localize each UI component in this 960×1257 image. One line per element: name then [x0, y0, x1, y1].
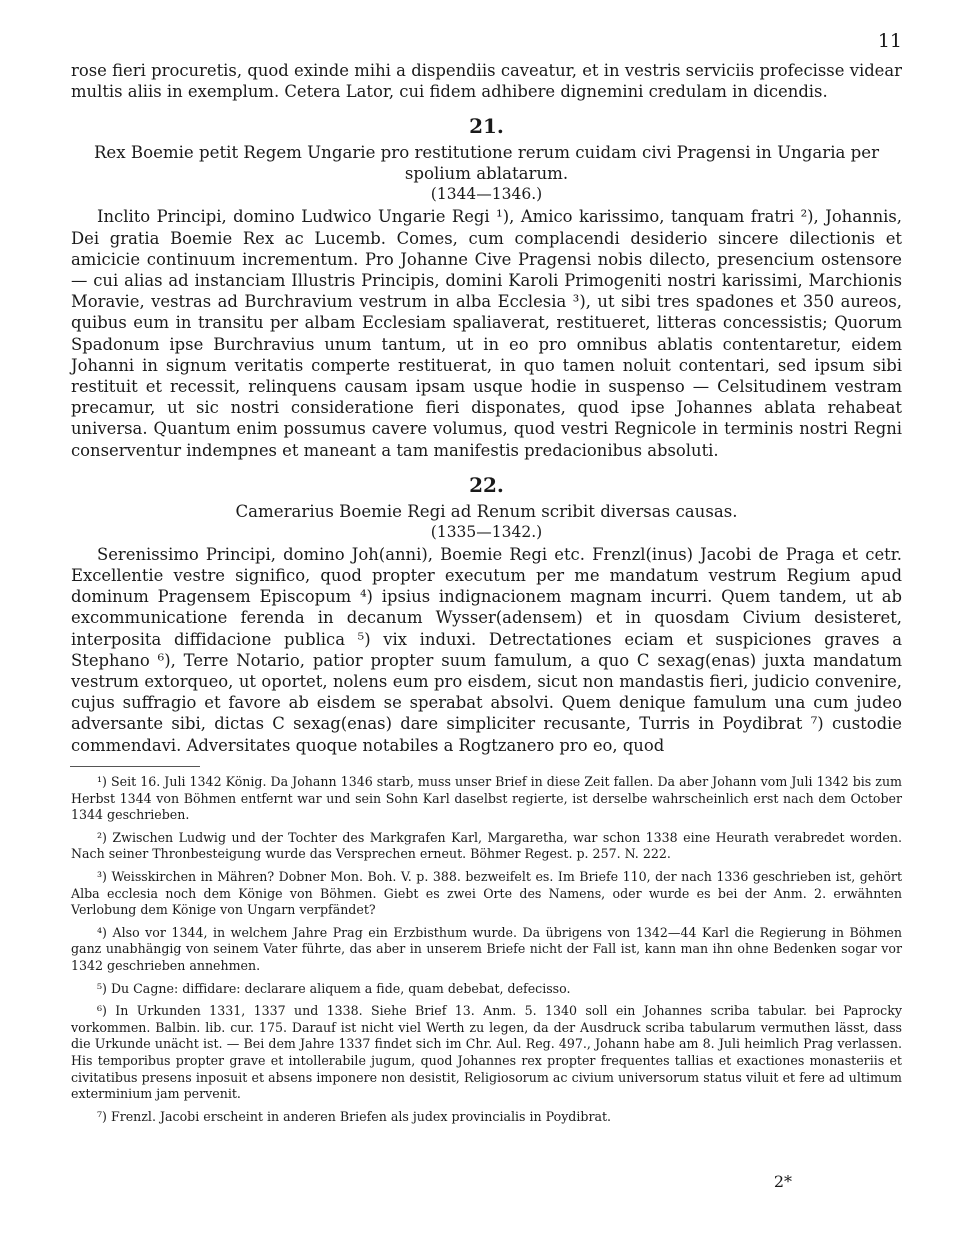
letter-text-22: Serenissimo Principi, domino Joh(anni), Boemie Regi etc. Frenzl(inus) Jacobi de Praga et cetr. Excellentie vestre significo, quod propter executum per me mandatum vestrum Regium apud dominum Pragensem Episcopum ⁴) ipsius indignacionem magnam incurri. Quem tandem, ut ab excommunicatione ferenda in decanum Wysser(adensem) et in quosdam Civium desisteret, interposita diffidacione publica ⁵) vix induxi. Detrectationes eciam et suspiciones graves a Stephano ⁶), Terre Notario, patior propter suum famulum, a quo C sexag(enas) juxta mandatum vestrum extorqueo, ut oportet, nolens eum pro eisdem, sicut non mandastis fieri, judicio convenire, cujus suffragio et favore ab eisdem se sperabat absolvi. Quem denique famulum una cum judeo adversante sibi, dictas C sexag(enas) dare simpliciter recusante, Turris in Poydibrat ⁷) custodie commendavi. Adversitates quoque notabiles a Rogtzanero pro eo, quod [71, 544, 902, 755]
main-text [71, 60, 902, 756]
signature-mark: 2* [773, 1172, 792, 1191]
footnote-5: ⁵) Du Cagne: diffidare: declarare aliquem a fide, quam debebat, defecisso. [97, 980, 571, 996]
letter-date-22: (1335—1342.) [430, 522, 543, 541]
footnote-rule [70, 766, 200, 767]
letter-number-22: 22. [469, 472, 504, 497]
letter-rubric-21: Rex Boemie petit Regem Ungarie pro restitutione rerum cuidam civi Pragensi in Ungaria per spolium ablatarum. [93, 143, 880, 184]
footnote-1: ¹) Seit 16. Juli 1342 König. Da Johann 1346 starb, muss unser Brief in diese Zeit fallen. Da aber Johann vom Juli 1342 bis zum Herbst 1344 von Böhmen entfernt war und sein Sohn Karl daselbst regierte, ist derselbe wahrscheinlich erst nach dem October 1344 geschrieben. [71, 774, 902, 823]
footnote-2: ²) Zwischen Ludwig und der Tochter des Markgrafen Karl, Margaretha, war schon 1338 eine Heurath verabredet worden. Nach seiner Thronbesteigung wurde das Versprechen erneut. Böhmer Regest. p. 257. N. 222. [71, 829, 902, 862]
footnote-4: ⁴) Also vor 1344, in welchem Jahre Prag ein Erzbisthum wurde. Da übrigens von 1342—44 Karl die Regierung in Böhmen ganz unabhängig von seinem Vater führte, das aber in unserem Briefe nicht der Fall ist, kann man ihn ohne Bedenken sogar vor 1342 geschrieben annehmen. [71, 924, 902, 973]
page-number: 11 [877, 30, 902, 52]
letter-number-21: 21. [469, 114, 504, 139]
footnote-7: ⁷) Frenzl. Jacobi erscheint in anderen Briefen als judex provincialis in Poydibrat. [97, 1108, 612, 1124]
letter-rubric-22: Camerarius Boemie Regi ad Renum scribit diversas causas. [235, 501, 738, 521]
carry-over-paragraph: rose fieri procuretis, quod exinde mihi a dispendiis caveatur, et in vestris serviciis profecisse videar multis aliis in exemplum. Cetera Lator, cui fidem adhibere dignemini credulam in dicendis. [71, 61, 902, 102]
footnote-6: ⁶) In Urkunden 1331, 1337 und 1338. Siehe Brief 13. Anm. 5. 1340 soll ein Johannes scriba tabular. bei Paprocky vorkommen. Balbin. lib. cur. 175. Darauf ist nicht viel Werth zu legen, da der Ausdruck scriba tabularum vermuthen lässt, dass die Urkunde unächt ist. — Bei dem Jahre 1337 findet sich im Chr. Aul. Reg. 497., Johann habe am 8. Juli heimlich Prag verlassen. His temporibus propter grave et intollerabile jugum, quod Johannes rex propter frequentes tallias et exactiones monasteriis et civitatibus presens inposuit et absens imponere non desistit, Religiosorum ac civium universorum status viluit et fere ad ultimum exterminium jam pervenit. [71, 1003, 902, 1102]
letter-text-21: Inclito Principi, domino Ludwico Ungarie Regi ¹), Amico karissimo, tanquam fratri ²), Johannis, Dei gratia Boemie Rex ac Lucemb. Comes, cum complacendi desiderio sincere dilectionis et amicicie continuum incrementum. Pro Johanne Cive Pragensi nobis dilecto, presencium ostensore — cui alias ad instanciam Illustris Principis, domini Karoli Primogeniti nostri karissimi, Marchionis Moravie, vestras ad Burchravium vestrum in alba Ecclesia ³), ut sibi tres spadones et 350 aureos, quibus eum in transitu per albam Ecclesiam spaliaverat, restitueret, litteras concessistis; Quorum Spadonum ipse Burchravius unum tantum, ut in eo pro omnibus ablatis contentaretur, eidem Johanni in signum veritatis comperte restituerat, in quo tamen noluit contentari, sed ipsum sibi restituit et recessit, relinquens causam ipsam usque hodie in suspenso — Celsitudinem vestram precamur, ut sic nostri consideratione fieri disponates, quod ipse Johannes ablata rehabeat universa. Quantum enim possumus cavere volumus, quod vestri Regnicole in terminis nostri Regni conserventur indempnes et maneant a tam manifestis predacionibus absoluti. [71, 207, 902, 460]
footnote-3: ³) Weisskirchen in Mähren? Dobner Mon. Boh. V. p. 388. bezweifelt es. Im Briefe 110, der nach 1336 geschrieben ist, gehört Alba ecclesia noch dem Könige von Böhmen. Giebt es zwei Orte des Namens, oder wurde es bei der Anm. 2. erwähnten Verlobung dem Könige von Ungarn verpfändet? [71, 868, 902, 918]
footnotes [71, 774, 902, 1131]
letter-date-21: (1344—1346.) [430, 185, 543, 204]
